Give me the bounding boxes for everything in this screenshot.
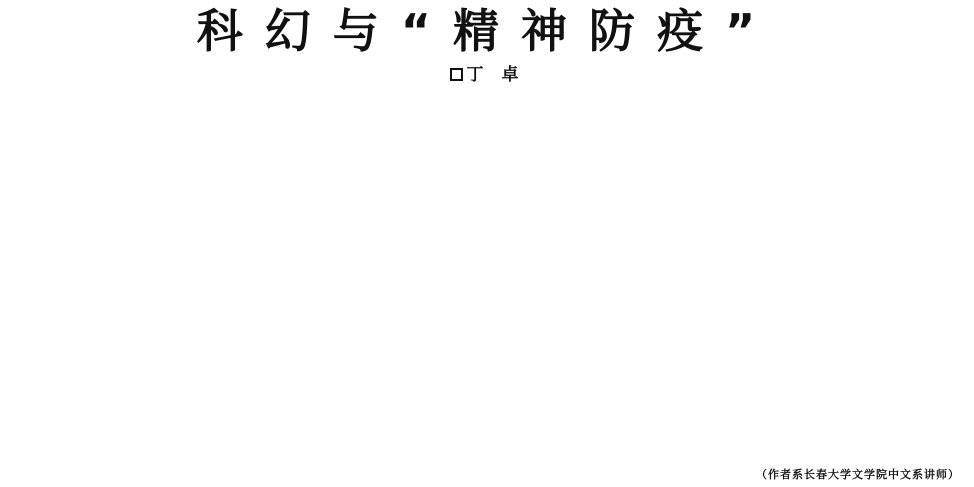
byline-box-icon — [450, 68, 463, 81]
article-title: 科幻与“精神防疫” — [196, 4, 778, 58]
author-note: （作者系长春大学文学院中文系讲师） — [756, 468, 960, 481]
column-4 — [734, 92, 966, 474]
byline — [0, 64, 974, 86]
column-2 — [258, 92, 480, 474]
byline-author: 丁 卓 — [466, 65, 525, 85]
column-1 — [36, 92, 246, 474]
column-3 — [492, 92, 720, 474]
